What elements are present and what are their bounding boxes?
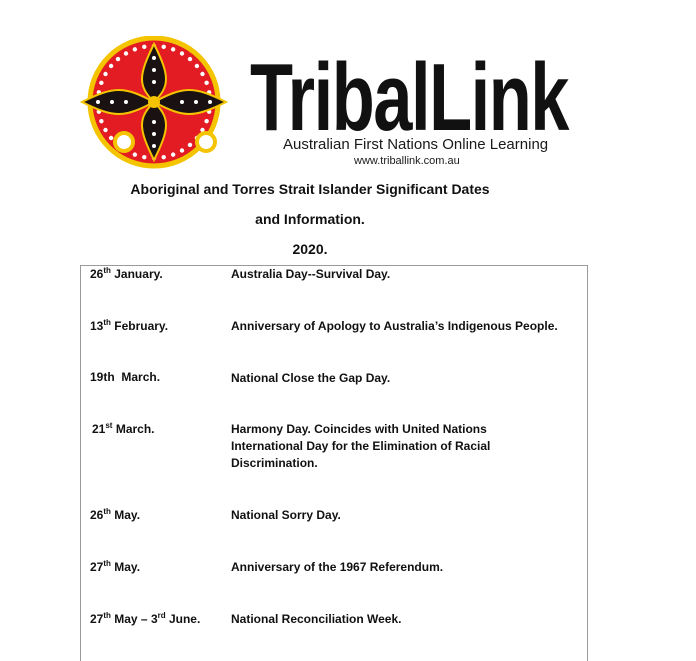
emblem-dot	[171, 47, 175, 51]
event-cell: National Sorry Day.	[231, 508, 341, 522]
emblem-dot	[124, 51, 128, 55]
aboriginal-dot-art-emblem-icon	[78, 36, 236, 176]
date-cell: 27th May – 3rd June.	[90, 611, 201, 626]
emblem-dot	[133, 152, 137, 156]
emblem-dot	[109, 64, 113, 68]
date-cell: 26th May.	[90, 507, 141, 522]
emblem-dot	[99, 81, 103, 85]
emblem-dot	[116, 57, 120, 61]
logo-tagline: Australian First Nations Online Learning	[283, 136, 549, 153]
emblem-dot	[133, 47, 137, 51]
emblem-dot	[204, 81, 208, 85]
significant-dates-table	[80, 265, 588, 661]
svg-text:TribalLink: TribalLink	[250, 44, 570, 150]
emblem-dot	[162, 45, 166, 49]
document-title-line-1: Aboriginal and Torres Strait Islander Significant Dates	[130, 181, 490, 197]
date-cell: 26th January.	[90, 266, 163, 281]
emblem-dot	[109, 136, 113, 140]
event-cell: National Close the Gap Day.	[231, 371, 391, 385]
event-cell: Anniversary of Apology to Australia’s Indigenous People.	[231, 319, 558, 333]
emblem-dot	[188, 143, 192, 147]
emblem-dot	[204, 119, 208, 123]
emblem-dot	[188, 57, 192, 61]
emblem-dot	[142, 45, 146, 49]
logo-website: www.triballink.com.au	[354, 155, 460, 167]
event-cell: Harmony Day. Coincides with United Nations International Day for the Elimination of Racial Discrimination.	[231, 422, 491, 470]
date-cell: 27th May.	[90, 559, 141, 574]
triballink-wordmark	[250, 38, 570, 150]
event-cell: Anniversary of the 1967 Referendum.	[231, 560, 444, 574]
emblem-dot	[200, 72, 204, 76]
emblem-dot	[103, 128, 107, 132]
emblem-dot	[99, 119, 103, 123]
date-cell: 13th February.	[90, 318, 169, 333]
emblem-dot	[162, 155, 166, 159]
event-cell: National Reconciliation Week.	[231, 612, 402, 626]
triballink-logo	[78, 36, 568, 171]
date-cell: 19th March.	[90, 370, 161, 384]
document-year: 2020.	[292, 241, 328, 257]
emblem-dot	[180, 51, 184, 55]
document-title-line-2: and Information.	[255, 211, 365, 227]
date-cell: 21st March.	[92, 421, 155, 436]
emblem-dot	[171, 152, 175, 156]
emblem-dot	[195, 64, 199, 68]
emblem-dot	[103, 72, 107, 76]
event-cell: Australia Day--Survival Day.	[231, 267, 391, 281]
emblem-dot	[142, 155, 146, 159]
emblem-dot	[180, 148, 184, 152]
